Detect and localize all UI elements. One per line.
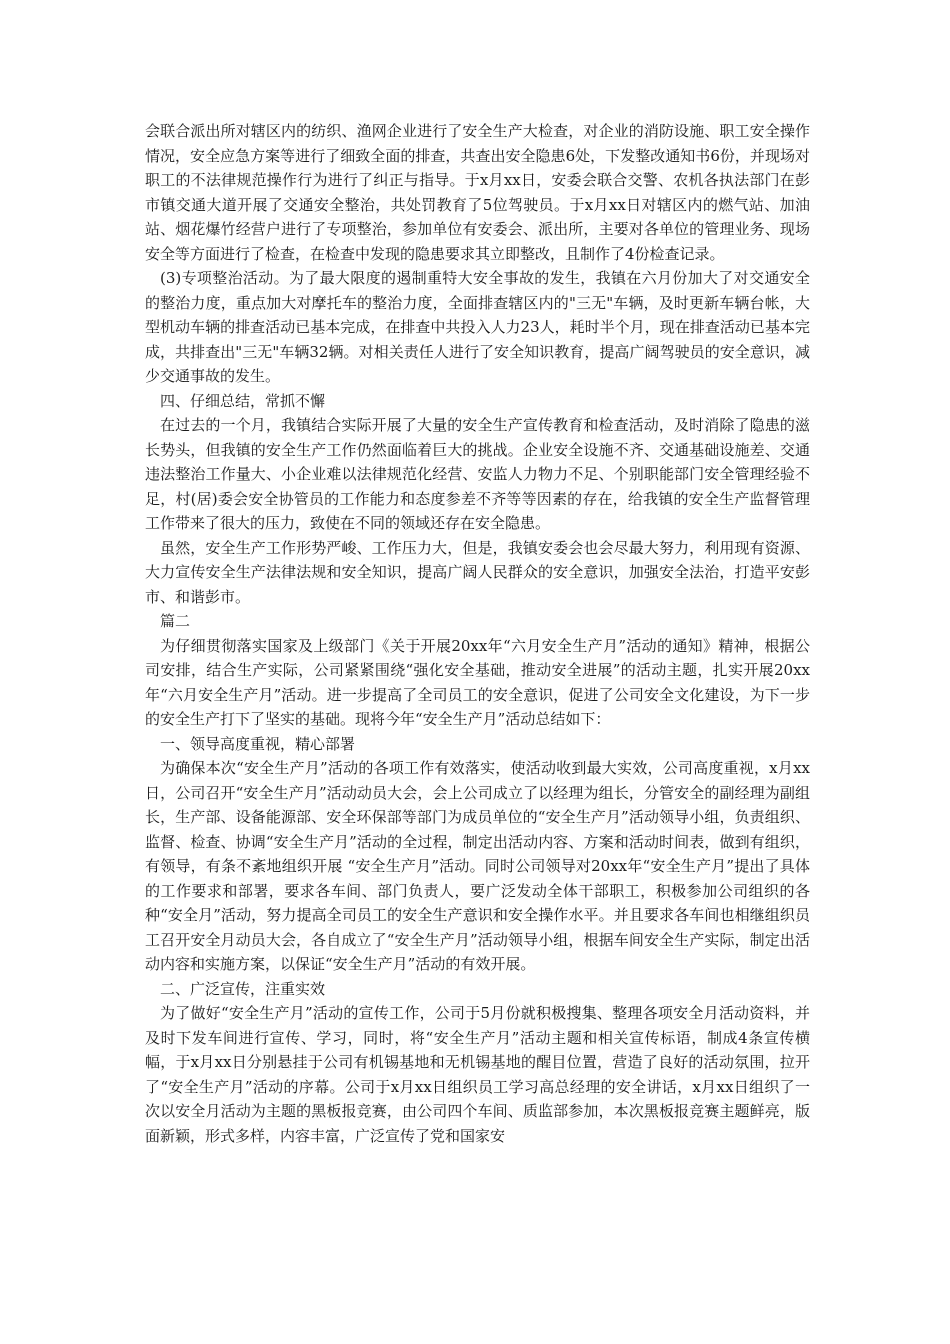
paragraph-continuation: 会联合派出所对辖区内的纺织、渔网企业进行了安全生产大检查，对企业的消防设施、职工安全操作情况，安全应急方案等进行了细致全面的排查，共查出安全隐患6处，下发整改通知书6份，并现场对职工的不法律规范操作行为进行了纠正与指导。于x月xx日，安委会联合交警、农机各执法部门在彭市镇交通大道开展了交通安全整治，共处罚教育了5位驾驶员。于x月xx日对辖区内的燃气站、加油站、烟花爆竹经营户进行了专项整治，参加单位有安委会、派出所，主要对各单位的管理业务、现场安全等方面进行了检查，在检查中发现的隐患要求其立即整改，且制作了4份检查记录。: [145, 122, 810, 263]
paragraph-leadership: 为确保本次“安全生产月”活动的各项工作有效落实，使活动收到最大实效，公司高度重视，x月xx日，公司召开“安全生产月”活动动员大会，会上公司成立了以经理为组长，分管安全的副经理为副组长，生产部、设备能源部、安全环保部等部门为成员单位的“安全生产月”活动领导小组，负责组织、监督、检查、协调“安全生产月”活动的全过程，制定出活动内容、方案和活动时间表，做到有组织，有领导，有条不紊地组织开展 “安全生产月”活动。同时公司领导对20xx年“安全生产月”提出了具体的工作要求和部署，要求各车间、部门负责人，要广泛发动全体干部职工，积极参加公司组织的各种“安全月”活动，努力提高全司员工的安全生产意识和安全操作水平。并且要求各车间也相继组织员工召开安全月动员大会，各自成立了“安全生产月”活动领导小组，根据车间安全生产实际，制定出活动内容和实施方案，以保证“安全生产月”活动的有效开展。: [145, 759, 810, 973]
document-body: [145, 119, 810, 1148]
section-heading-summary: 四、仔细总结，常抓不懈: [160, 391, 326, 410]
paragraph-although: 虽然，安全生产工作形势严峻、工作压力大，但是，我镇安委会也会尽最大努力，利用现有资源、大力宣传安全生产法律法规和安全知识，提高广阔人民群众的安全意识，加强安全法治，打造平安彭市、和谐彭市。: [145, 538, 810, 606]
paragraph-intro-part-two: 为仔细贯彻落实国家及上级部门《关于开展20xx年“六月安全生产月”活动的通知》精神，根据公司安排，结合生产实际，公司紧紧围绕“强化安全基础，推动安全进展”的活动主题，扎实开展20xx年“六月安全生产月”活动。进一步提高了全司员工的安全意识，促进了公司安全文化建设，为下一步的安全生产打下了坚实的基础。现将今年“安全生产月”活动总结如下：: [145, 636, 810, 728]
paragraph-publicity: 为了做好“安全生产月”活动的宣传工作，公司于5月份就积极搜集、整理各项安全月活动资料，并及时下发车间进行宣传、学习，同时，将“安全生产月”活动主题和相关宣传标语，制成4条宣传横幅，于x月xx日分别悬挂于公司有机锡基地和无机锡基地的醒目位置，营造了良好的活动氛围，拉开了“安全生产月”活动的序幕。公司于x月xx日组织员工学习高总经理的安全讲话，x月xx日组织了一次以安全月活动为主题的黑板报竞赛，由公司四个车间、质监部参加，本次黑板报竞赛主题鲜亮，版面新颖，形式多样，内容丰富，广泛宣传了党和国家安: [145, 1004, 810, 1145]
section-heading-leadership: 一、领导高度重视，精心部署: [160, 734, 356, 753]
paragraph-past-month: 在过去的一个月，我镇结合实际开展了大量的安全生产宣传教育和检查活动，及时消除了隐患的滋长势头，但我镇的安全生产工作仍然面临着巨大的挑战。企业安全设施不齐、交通基础设施差、交通违法整治工作量大、小企业难以法律规范化经营、安监人力物力不足、个别职能部门安全管理经验不足，村(居)委会安全协管员的工作能力和态度参差不齐等等因素的存在，给我镇的安全生产监督管理工作带来了很大的压力，致使在不同的领域还存在安全隐患。: [145, 416, 810, 532]
paragraph-special-rectification: (3)专项整治活动。为了最大限度的遏制重特大安全事故的发生，我镇在六月份加大了对交通安全的整治力度，重点加大对摩托车的整治力度，全面排查辖区内的"三无"车辆，及时更新车辆台帐，大型机动车辆的排查活动已基本完成，在排查中共投入人力23人，耗时半个月，现在排查活动已基本完成，共排查出"三无"车辆32辆。对相关责任人进行了安全知识教育，提高广阔驾驶员的安全意识，减少交通事故的发生。: [145, 269, 810, 385]
chapter-heading-part-two: 篇二: [160, 612, 191, 630]
section-heading-publicity: 二、广泛宣传，注重实效: [160, 979, 326, 998]
